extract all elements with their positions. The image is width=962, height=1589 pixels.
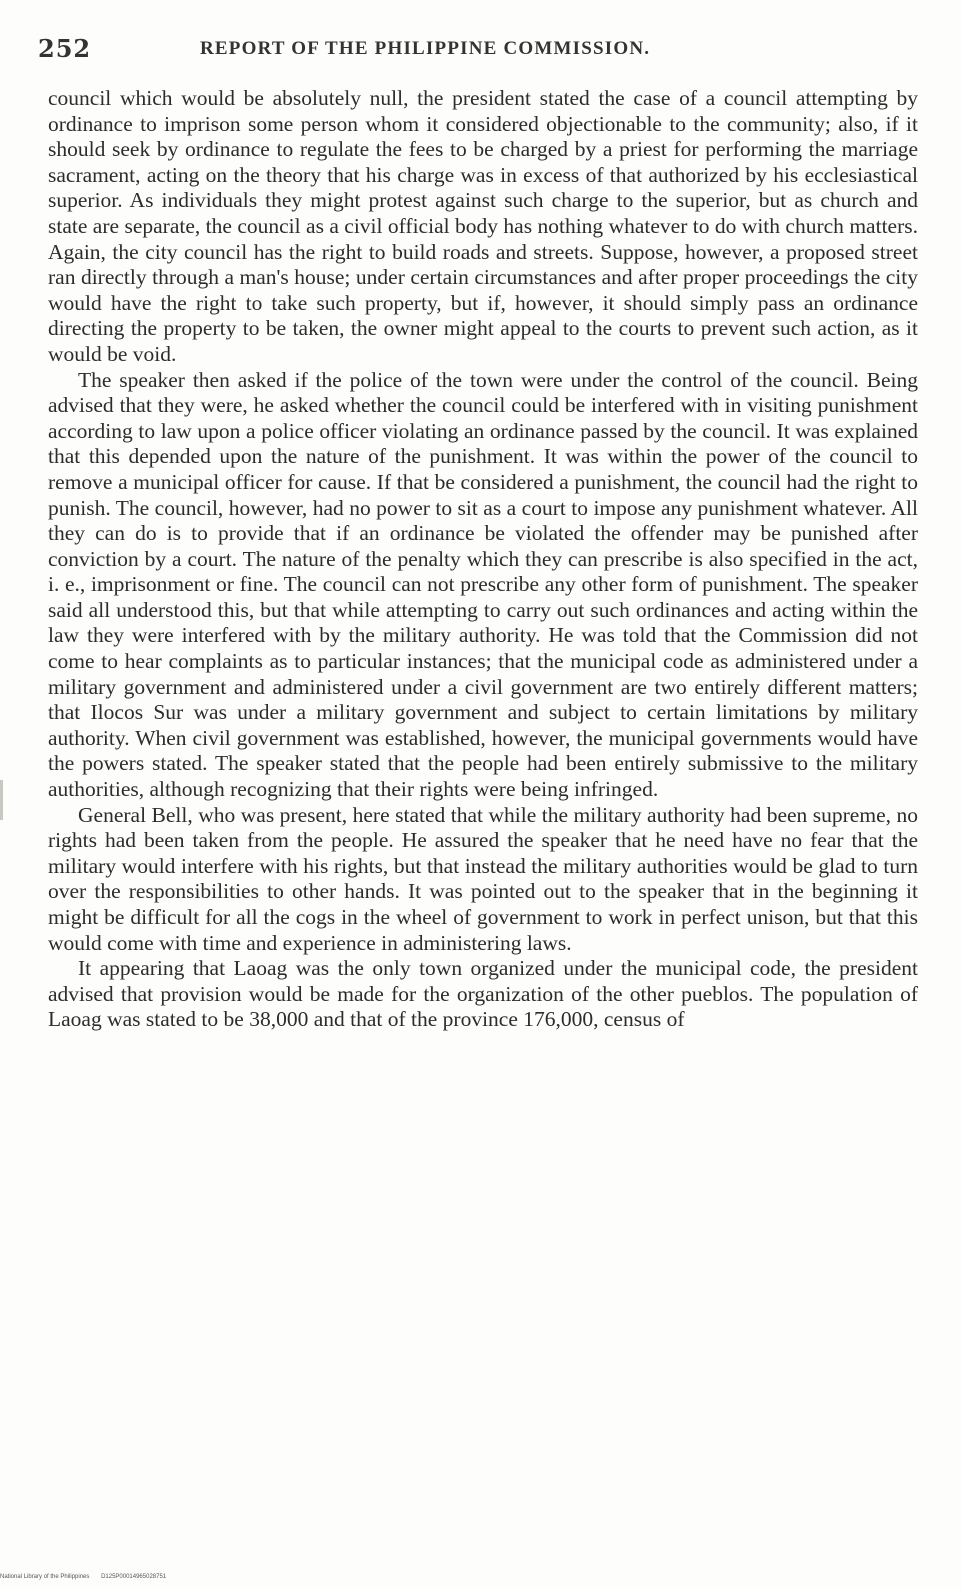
scan-footer	[0, 1574, 176, 1580]
paragraph: It appearing that Laoag was the only town organized under the municipal code, the president advised that provision would be made for the organization of the other pueblos. The population of Laoag was stated to be 38,000 and that of the province 176,000, census of	[48, 956, 918, 1032]
paragraph: The speaker then asked if the police of the town were under the control of the council. Being advised that they were, he asked whether the council could be interfered with in visiting punishment according to law upon a police officer violating an ordinance passed by the council. It was explained that this depended upon the nature of the punishment. It was within the power of the council to remove a municipal officer for cause. If that be considered a punishment, the council had the right to punish. The council, however, had no power to sit as a court to impose any punishment whatever. All they can do is to provide that if an ordinance be violated the offender may be punished after conviction by a court. The nature of the penalty which they can prescribe is also specified in the act, i. e., imprisonment or fine. The council can not prescribe any other form of punishment. The speaker said all understood this, but that while attempting to carry out such ordinances and acting within the law they were interfered with by the military authority. He was told that the Commission did not come to hear complaints as to particular instances; that the municipal code as administered under a military government and administered under a civil government are two entirely different matters; that Ilocos Sur was under a military government and subject to certain limitations by military authority. When civil government was established, however, the municipal governments would have the powers stated. The speaker stated that the people had been entirely submissive to the military authorities, although recognizing that their rights were being infringed.	[48, 367, 918, 802]
body-text	[48, 86, 918, 1033]
page-header	[38, 34, 918, 74]
page-number: 252	[38, 34, 92, 63]
footer-code: D125P00014965028751	[101, 1574, 167, 1580]
scan-edge-mark	[0, 780, 3, 820]
paragraph: General Bell, who was present, here stated that while the military authority had been supreme, no rights had been taken from the people. He assured the speaker that he need have no fear that the military would interfere with his rights, but that instead the military authorities would be glad to turn over the responsibilities to other hands. It was pointed out to the speaker that in the beginning it might be difficult for all the cogs in the wheel of government to work in perfect unison, but that this would come with time and experience in administering laws.	[48, 802, 918, 955]
paragraph: council which would be absolutely null, the president stated the case of a council attempting by ordinance to imprison some person whom it considered objectionable to the community; also, if it should seek by ordinance to regulate the fees to be charged by a priest for performing the marriage sacrament, acting on the theory that his charge was in excess of that authorized by his ecclesiastical superior. As individuals they might protest against such charge to the superior, but as church and state are separate, the council as a civil official body has nothing whatever to do with church matters. Again, the city council has the right to build roads and streets. Suppose, however, a proposed street ran directly through a man's house; under certain circumstances and after proper proceedings the city would have the right to take such property, but if, however, it should simply pass an ordinance directing the property to be taken, the owner might appeal to the courts to prevent such action, as it would be void.	[48, 86, 918, 366]
running-head: REPORT OF THE PHILIPPINE COMMISSION.	[200, 38, 651, 59]
footer-library: National Library of the Philippines	[0, 1574, 90, 1580]
